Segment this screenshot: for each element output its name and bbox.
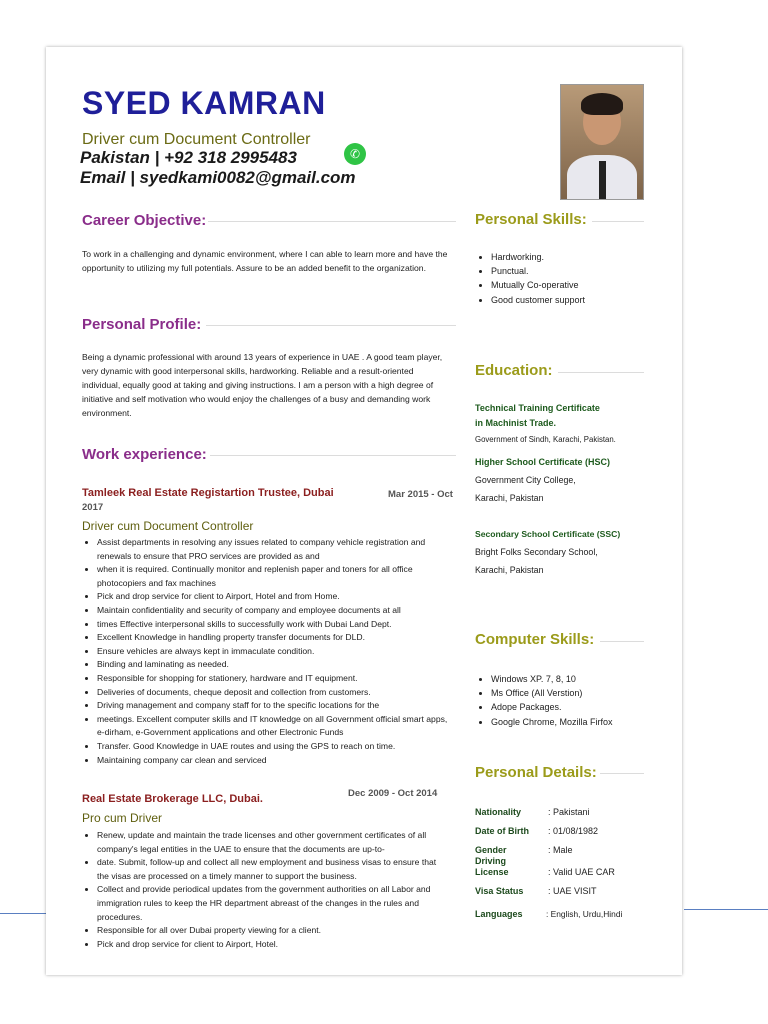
list-item: • Pick and drop service for client to Airport, Hotel and from Home. — [97, 590, 448, 604]
work-experience-heading: Work experience: — [82, 446, 207, 463]
education-detail: Government City College, — [475, 475, 576, 485]
license-label: Driving — [475, 856, 507, 866]
list-item: • times Effective interpersonal skills to successfully work with Dubai Land Dept. — [97, 618, 448, 632]
list-item: • Ensure vehicles are always kept in immaculate condition. — [97, 645, 448, 659]
list-item: • meetings. Excellent computer skills and IT knowledge on all Government official smart apps, e-dirham, e-Government applications and other Electronic Funds — [97, 713, 448, 740]
job-role: Pro cum Driver — [82, 811, 163, 825]
list-item: • Transfer. Good Knowledge in UAE routes and using the GPS to reach on time. — [97, 740, 448, 754]
education-title: Technical Training Certificate — [475, 403, 600, 413]
list-item: • Excellent Knowledge in handling property transfer documents for DLD. — [97, 631, 448, 645]
email-line: Email | syedkami0082@gmail.com — [80, 168, 356, 187]
list-item: • when it is required. Continually monitor and replenish paper and toners for all office photocopiers and fax machines — [97, 563, 448, 590]
list-item: • Driving management and company staff for to the specific locations for the — [97, 699, 448, 713]
license-label: License — [475, 867, 509, 877]
work-experience-rule — [210, 455, 456, 456]
languages-value: : English, Urdu,Hindi — [546, 909, 623, 919]
computer-skills-heading: Computer Skills: — [475, 631, 595, 648]
job-company: Real Estate Brokerage LLC, Dubai. — [82, 793, 263, 805]
list-item: • Maintain confidentiality and security of company and employee documents at all — [97, 604, 448, 618]
education-title: Secondary School Certificate (SSC) — [475, 529, 621, 539]
list-item: • Adope Packages. — [491, 700, 675, 714]
list-item: • Mutually Co-operative — [491, 278, 675, 292]
job-title: Driver cum Document Controller — [82, 131, 311, 148]
education-heading: Education: — [475, 362, 553, 379]
list-item: • Pick and drop service for client to Airport, Hotel. — [97, 938, 448, 952]
education-detail: Karachi, Pakistan — [475, 493, 544, 503]
job-date: Mar 2015 - Oct — [388, 489, 453, 500]
nationality-label: Nationality — [475, 807, 522, 817]
license-value: : Valid UAE CAR — [548, 867, 615, 877]
list-item: • Responsible for shopping for stationery, hardware and IT equipment. — [97, 672, 448, 686]
education-detail: Bright Folks Secondary School, — [475, 547, 598, 557]
dob-value: : 01/08/1982 — [548, 826, 599, 836]
list-item: • Good customer support — [491, 293, 675, 307]
education-detail: Government of Sindh, Karachi, Pakistan. — [475, 435, 616, 444]
personal-skills-list — [475, 250, 675, 307]
nationality-value: : Pakistani — [548, 807, 590, 817]
gender-label: Gender — [475, 845, 507, 855]
list-item: • Assist departments in resolving any issues related to company vehicle registration and renewals to ensure that PRO services are provided as and — [97, 536, 448, 563]
dob-label: Date of Birth — [475, 826, 529, 836]
personal-profile-rule — [206, 325, 456, 326]
computer-skills-list — [475, 672, 675, 729]
visa-label: Visa Status — [475, 886, 524, 896]
list-item: • Ms Office (All Verstion) — [491, 686, 675, 700]
career-objective-text: To work in a challenging and dynamic environment, where I can able to learn more and have the opportunity to utilizing my full potentials. Assure to be an added benefit to the organization. — [82, 249, 448, 273]
list-item: • Deliveries of documents, cheque deposit and collection from customers. — [97, 686, 448, 700]
list-item: • Maintaining company car clean and serviced — [97, 754, 448, 768]
gender-value: : Male — [548, 845, 573, 855]
right-edge-line — [684, 909, 768, 910]
career-objective-heading: Career Objective: — [82, 212, 207, 229]
job-company: Tamleek Real Estate Registartion Trustee, Dubai — [82, 487, 334, 499]
profile-photo — [560, 84, 644, 200]
job-date-year: 2017 — [82, 502, 104, 513]
career-objective-rule — [208, 221, 456, 222]
personal-details-heading: Personal Details: — [475, 764, 597, 781]
education-detail: Karachi, Pakistan — [475, 565, 544, 575]
education-title: in Machinist Trade. — [475, 418, 557, 428]
list-item: • date. Submit, follow-up and collect all new employment and business visas to ensure that the visas are processed on a timely manner to support the business. — [97, 856, 448, 883]
list-item: • Punctual. — [491, 264, 675, 278]
education-title: Higher School Certificate (HSC) — [475, 457, 611, 467]
languages-label: Languages — [475, 909, 523, 919]
personal-details-rule — [600, 773, 644, 774]
personal-skills-heading: Personal Skills: — [475, 211, 587, 228]
computer-skills-rule — [600, 641, 644, 642]
visa-value: : UAE VISIT — [548, 886, 597, 896]
job-bullets — [82, 536, 448, 767]
candidate-name: SYED KAMRAN — [82, 85, 326, 121]
personal-profile-text: Being a dynamic professional with around 13 years of experience in UAE . A good team player, very dynamic with good interpersonal skills, hardworking. Reliable and a result-oriented individual, equally good at taking and giving instructions. I am a person with a high degree of initiative and self motivation who would enjoy the challenges of a busy and demanding work environment. — [82, 352, 443, 418]
personal-profile-heading: Personal Profile: — [82, 316, 202, 333]
whatsapp-icon: ✆ — [344, 143, 366, 165]
list-item: • Collect and provide periodical updates from the government authorities on all Labor and immigration rules to keep the HR department abreast of the changes in the rules and procedures. — [97, 883, 448, 924]
job-date: Dec 2009 - Oct 2014 — [348, 788, 438, 799]
education-rule — [558, 372, 644, 373]
list-item: • Responsible for all over Dubai property viewing for a client. — [97, 924, 448, 938]
job-role: Driver cum Document Controller — [82, 519, 254, 533]
list-item: • Renew, update and maintain the trade licenses and other government certificates of all company's legal entities in the UAE to ensure that the documents are up-to- — [97, 829, 448, 856]
left-edge-line — [0, 913, 46, 914]
list-item: • Hardworking. — [491, 250, 675, 264]
job-bullets — [82, 829, 448, 951]
list-item: • Binding and laminating as needed. — [97, 658, 448, 672]
resume-page — [46, 47, 682, 975]
list-item: • Google Chrome, Mozilla Firfox — [491, 715, 675, 729]
list-item: • Windows XP. 7, 8, 10 — [491, 672, 675, 686]
phone-line: Pakistan | +92 318 2995483 — [80, 148, 297, 167]
personal-skills-rule — [592, 221, 644, 222]
